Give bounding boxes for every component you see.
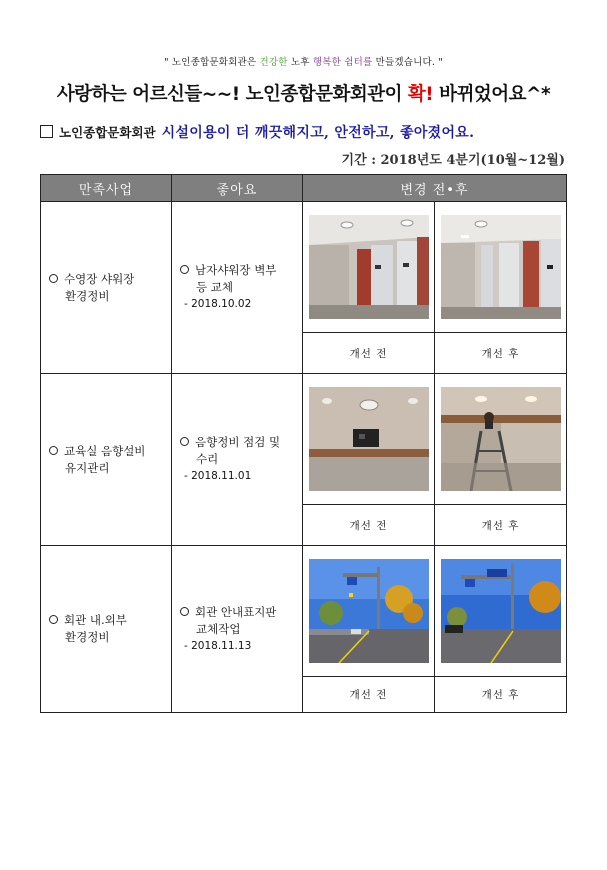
headline-message: 시설이용이 더 깨끗해지고, 안전하고, 좋아졌어요. [161,125,475,141]
task-cell [41,202,172,374]
task-cell [41,546,172,713]
circle-bullet-icon [180,437,189,446]
before-caption: 개선 전 [303,333,435,374]
after-photo-cell [435,546,567,677]
period-label: 기간 : 2018년도 4분기(10월~12월) [341,153,565,168]
detail-line-1: 음향정비 점검 및 [195,435,281,449]
detail-cell [172,546,303,713]
detail-line-2: 수리 [196,452,219,466]
street-sign-before-photo [309,559,429,663]
after-caption: 개선 후 [435,505,567,546]
task-line-1: 교육실 음향설비 [64,443,146,458]
slogan-quote-open: " [164,57,169,68]
subtitle-line [40,122,474,142]
after-photo-cell [435,374,567,505]
header-satisfaction-project: 만족사업 [41,175,172,202]
slogan-text-1: 노인종합문화회관은 [168,57,260,68]
shower-room-before-photo [309,215,429,319]
street-sign-after-photo [441,559,561,663]
title-part-1: 사랑하는 어르신들~~! 노인종합문화회관이 [56,84,408,105]
circle-bullet-icon [180,607,189,616]
slogan-text-2: 노후 [287,57,313,68]
circle-bullet-icon [49,274,58,283]
table-header-row [41,175,567,202]
org-label: 노인종합문화회관 [59,125,156,140]
page-title [0,80,607,106]
task-cell [41,374,172,546]
after-caption: 개선 후 [435,677,567,713]
detail-line-1: 남자샤워장 벽부 [195,263,277,277]
before-caption: 개선 전 [303,677,435,713]
before-caption: 개선 전 [303,505,435,546]
circle-bullet-icon [49,615,58,624]
work-date: - 2018.11.13 [184,639,252,652]
table-row [41,546,567,677]
before-photo-cell [303,546,435,677]
work-date: - 2018.11.01 [184,470,252,482]
detail-line-1: 회관 안내표지판 [195,604,277,619]
before-photo-cell [303,202,435,333]
speaker-repair-after-photo [441,387,561,491]
after-photo-cell [435,202,567,333]
circle-bullet-icon [180,265,189,274]
circle-bullet-icon [49,446,58,455]
task-line-2: 환경정비 [65,630,110,644]
task-line-1: 수영장 샤워장 [64,271,135,286]
detail-line-2: 교체작업 [196,621,241,636]
table-row [41,202,567,333]
slogan-rest: 쉼터를 [344,57,373,68]
header-good: 좋아요 [172,175,303,202]
task-line-1: 회관 내.외부 [64,613,127,627]
slogan [0,54,607,68]
detail-cell [172,374,303,546]
table-row [41,374,567,505]
slogan-quote-close: " [438,57,443,68]
title-highlight: 확! [407,84,434,105]
task-line-2: 유지관리 [65,460,110,475]
checkbox-square-icon [40,125,53,138]
detail-cell [172,202,303,374]
shower-room-after-photo [441,215,561,319]
slogan-text-4: 만들겠습니다. [372,57,439,68]
slogan-healthy: 건강한 [259,57,288,68]
before-photo-cell [303,374,435,505]
work-date: - 2018.10.02 [184,298,252,310]
speaker-ceiling-before-photo [309,387,429,491]
detail-line-2: 등 교체 [196,280,233,294]
header-before-after: 변경 전•후 [303,175,567,202]
task-line-2: 환경정비 [65,288,110,303]
slogan-happy: 행복한 [312,57,342,68]
title-part-2: 바뀌었어요^* [433,84,551,105]
improvement-table [40,174,567,713]
after-caption: 개선 후 [435,333,567,374]
